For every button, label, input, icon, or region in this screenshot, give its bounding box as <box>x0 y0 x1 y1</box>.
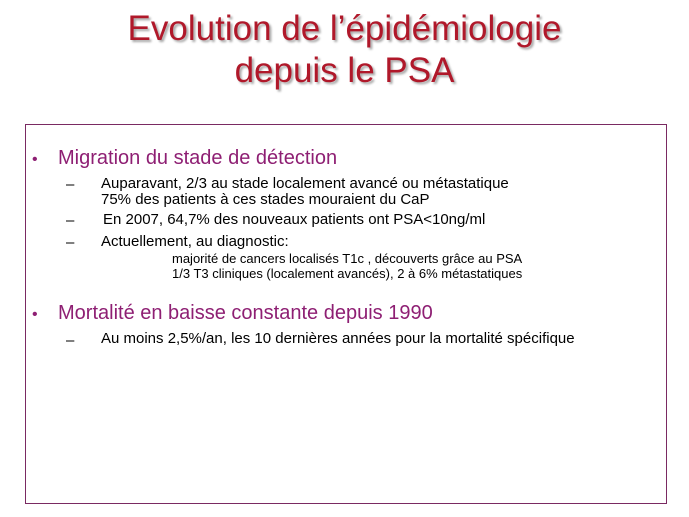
sub-item-t3: 1/3 T3 cliniques (localement avancés), 2 à 6% métastatiques <box>172 266 523 281</box>
dash-icon: – <box>66 234 75 251</box>
slide-title-line-1: Evolution de l’épidémiologie <box>127 9 562 48</box>
list-item-2007: En 2007, 64,7% des nouveaux patients ont PSA<10ng/ml <box>103 211 486 228</box>
list-item-au-moins: Au moins 2,5%/an, les 10 dernières années pour la mortalité spécifique <box>101 330 575 347</box>
dash-icon: – <box>66 212 75 229</box>
slide-title-line-2: depuis le PSA <box>234 51 455 90</box>
section-heading-migration: Migration du stade de détection <box>58 147 338 169</box>
slide-title <box>0 8 689 92</box>
list-item-actuellement: Actuellement, au diagnostic: <box>101 233 289 250</box>
bullet-icon: • <box>32 306 38 323</box>
sub-item-t1c: majorité de cancers localisés T1c , découverts grâce au PSA <box>172 251 523 266</box>
dash-icon: – <box>66 176 75 193</box>
dash-icon: – <box>66 332 75 349</box>
section-heading-mortalite: Mortalité en baisse constante depuis 1990 <box>58 302 433 324</box>
list-item-auparavant-line-2: 75% des patients à ces stades mouraient du CaP <box>101 191 430 208</box>
bullet-icon: • <box>32 151 38 168</box>
list-item-auparavant-line-1: Auparavant, 2/3 au stade localement avancé ou métastatique <box>101 175 509 192</box>
